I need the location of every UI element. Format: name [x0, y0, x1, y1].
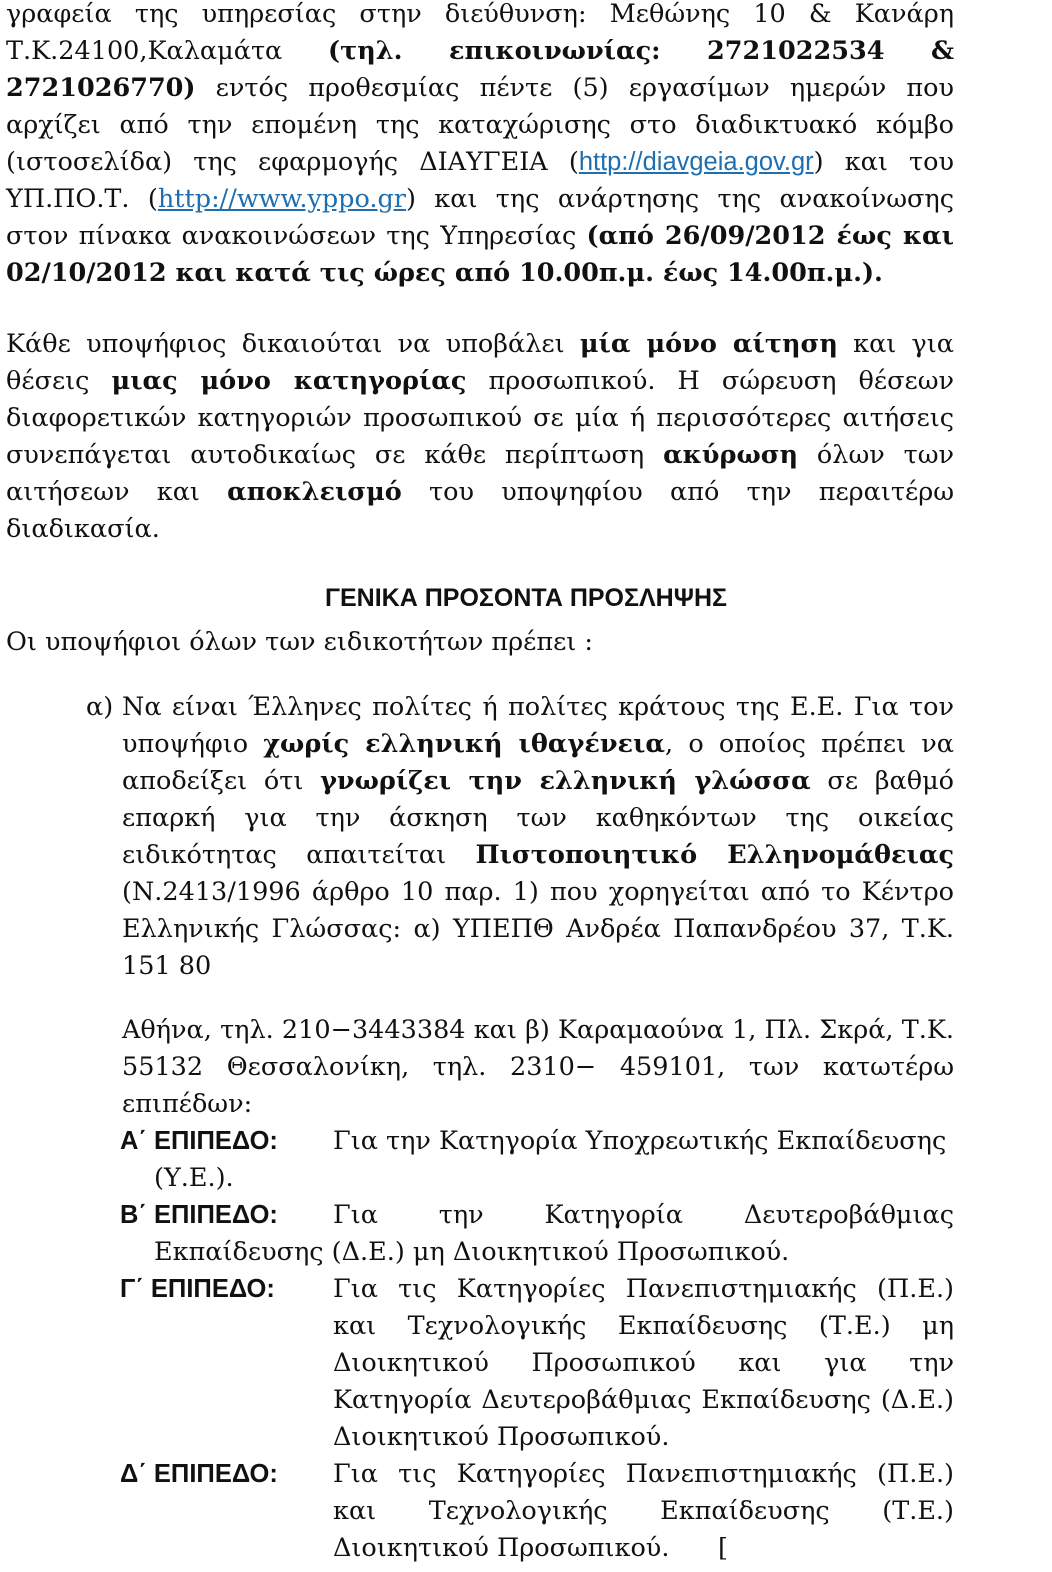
text-segment: ) και της ανάρτησης της ανακοίνωσης στον πίνακα ανακοινώσεων της Υπηρεσίας: [6, 184, 954, 251]
submission-dates: (από 26/09/2012 έως και 02/10/2012 και κατά τις ώρες από 10.00π.μ. έως 14.00π.μ.).: [6, 221, 954, 288]
text-segment: , ο οποίος πρέπει να αποδείξει ότι: [122, 729, 954, 796]
text-segment: (Ν.2413/1996 άρθρο 10 παρ. 1) που χορηγείται από το Κέντρο Ελληνικής Γλώσσας: α) ΥΠΕΠΘ Ανδρέα Παπανδρέου 37, Τ.Κ. 151 80: [122, 877, 954, 981]
text-segment: Να είναι Έλληνες πολίτες ή πολίτες κράτους της Ε.Ε. Για τον υποψήφιο: [122, 692, 954, 759]
text-segment: ) και του ΥΠ.ΠΟ.Τ. (: [6, 147, 954, 214]
text-segment: και για θέσεις: [6, 329, 955, 396]
text-segment: προσωπικού. Η σώρευση θέσεων διαφορετικών κατηγοριών προσωπικού σε μία ή περισσότερες αιτήσεις συνεπάγεται αυτοδικαίως σε κάθε περίπτωση: [6, 366, 954, 470]
level-name: Δ΄ ΕΠΙΠΕΔΟ:: [120, 1460, 278, 1488]
condition-a: [86, 689, 955, 985]
level-name: Β΄ ΕΠΙΠΕΔΟ:: [120, 1201, 278, 1229]
intro-line: Οι υποψήφιοι όλων των ειδικοτήτων πρέπει :: [6, 627, 593, 657]
emphasis-no-citizenship: χωρίς ελληνική ιθαγένεια: [263, 729, 666, 759]
level-a: [120, 1123, 954, 1197]
level-description: Για την Κατηγορία Υποχρεωτικής Εκπαίδευσης: [333, 1126, 947, 1156]
emphasis-exclusion: αποκλεισμό: [227, 477, 402, 507]
level-c: [120, 1271, 954, 1456]
level-name: Α΄ ΕΠΙΠΕΔΟ:: [120, 1127, 278, 1155]
condition-a-continuation: Αθήνα, τηλ. 210−3443384 και β) Καραμαούνα 1, Πλ. Σκρά, Τ.Κ. 55132 Θεσσαλονίκη, τηλ. 2310− 459101, των κατωτέρω επιπέδων:: [122, 1015, 954, 1119]
emphasis-knows-greek: γνωρίζει την ελληνική γλώσσα: [320, 766, 811, 796]
text-segment: σε βαθμό επαρκή για την άσκηση των καθηκόντων της οικείας ειδικότητας απαιτείται: [122, 766, 955, 870]
emphasis-one-category: μιας μόνο κατηγορίας: [111, 366, 467, 396]
contact-phones: (τηλ. επικοινωνίας: 2721022534 & 2721026770): [6, 36, 955, 103]
text-segment: όλων των αιτήσεων και: [6, 440, 954, 507]
level-description: Για τις Κατηγορίες Πανεπιστημιακής (Π.Ε.) και Τεχνολογικής Εκπαίδευσης (Τ.Ε.) μη Διοικητικού Προσωπικού και για την Κατηγορία Δευτεροβάθμιας Εκπαίδευσης (Δ.Ε.) Διοικητικού Προσωπικού.: [333, 1274, 954, 1452]
level-description: Για την Κατηγορία Δευτεροβάθμιας: [333, 1200, 954, 1230]
text-segment: γραφεία της υπηρεσίας στην διεύθυνση: Μεθώνης 10 & Κανάρη Τ.Κ.24100,Καλαμάτα: [6, 0, 954, 66]
single-application-paragraph: [6, 326, 954, 548]
text-segment: του υποψηφίου από την περαιτέρω διαδικασία.: [6, 477, 954, 544]
section-heading: ΓΕΝΙΚΑ ΠΡΟΣΟΝΤΑ ΠΡΟΣΛΗΨΗΣ: [324, 584, 728, 612]
level-description: Για τις Κατηγορίες Πανεπιστημιακής (Π.Ε.) και Τεχνολογικής Εκπαίδευσης (Τ.Ε.) Διοικητικού Προσωπικού. [: [333, 1459, 963, 1563]
level-description-cont: Εκπαίδευσης (Δ.Ε.) μη Διοικητικού Προσωπικού.: [154, 1237, 790, 1267]
level-b: [120, 1197, 954, 1271]
level-name: Γ΄ ΕΠΙΠΕΔΟ:: [120, 1275, 275, 1303]
level-description-cont: (Υ.Ε.).: [154, 1163, 234, 1193]
emphasis-certificate: Πιστοποιητικό Ελληνομάθειας: [475, 840, 954, 870]
text-segment: εντός προθεσμίας πέντε (5) εργασίμων ημερών που αρχίζει από την επομένη της καταχώρισης στο διαδικτυακό κόμβο (ιστοσελίδα) της εφαρμογής ΔΙΑΥΓΕΙΑ (: [6, 73, 954, 177]
yppo-link[interactable]: http://www.yppo.gr: [157, 184, 406, 214]
text-segment: Κάθε υποψήφιος δικαιούται να υποβάλει: [6, 329, 580, 359]
diavgeia-link[interactable]: http://diavgeia.gov.gr: [578, 148, 814, 176]
emphasis-one-application: μία μόνο αίτηση: [579, 329, 838, 359]
emphasis-cancellation: ακύρωση: [663, 440, 799, 470]
condition-label: α): [86, 692, 114, 722]
submission-paragraph: [6, 0, 954, 292]
condition-a-text: [122, 689, 954, 985]
level-d: [120, 1456, 963, 1567]
